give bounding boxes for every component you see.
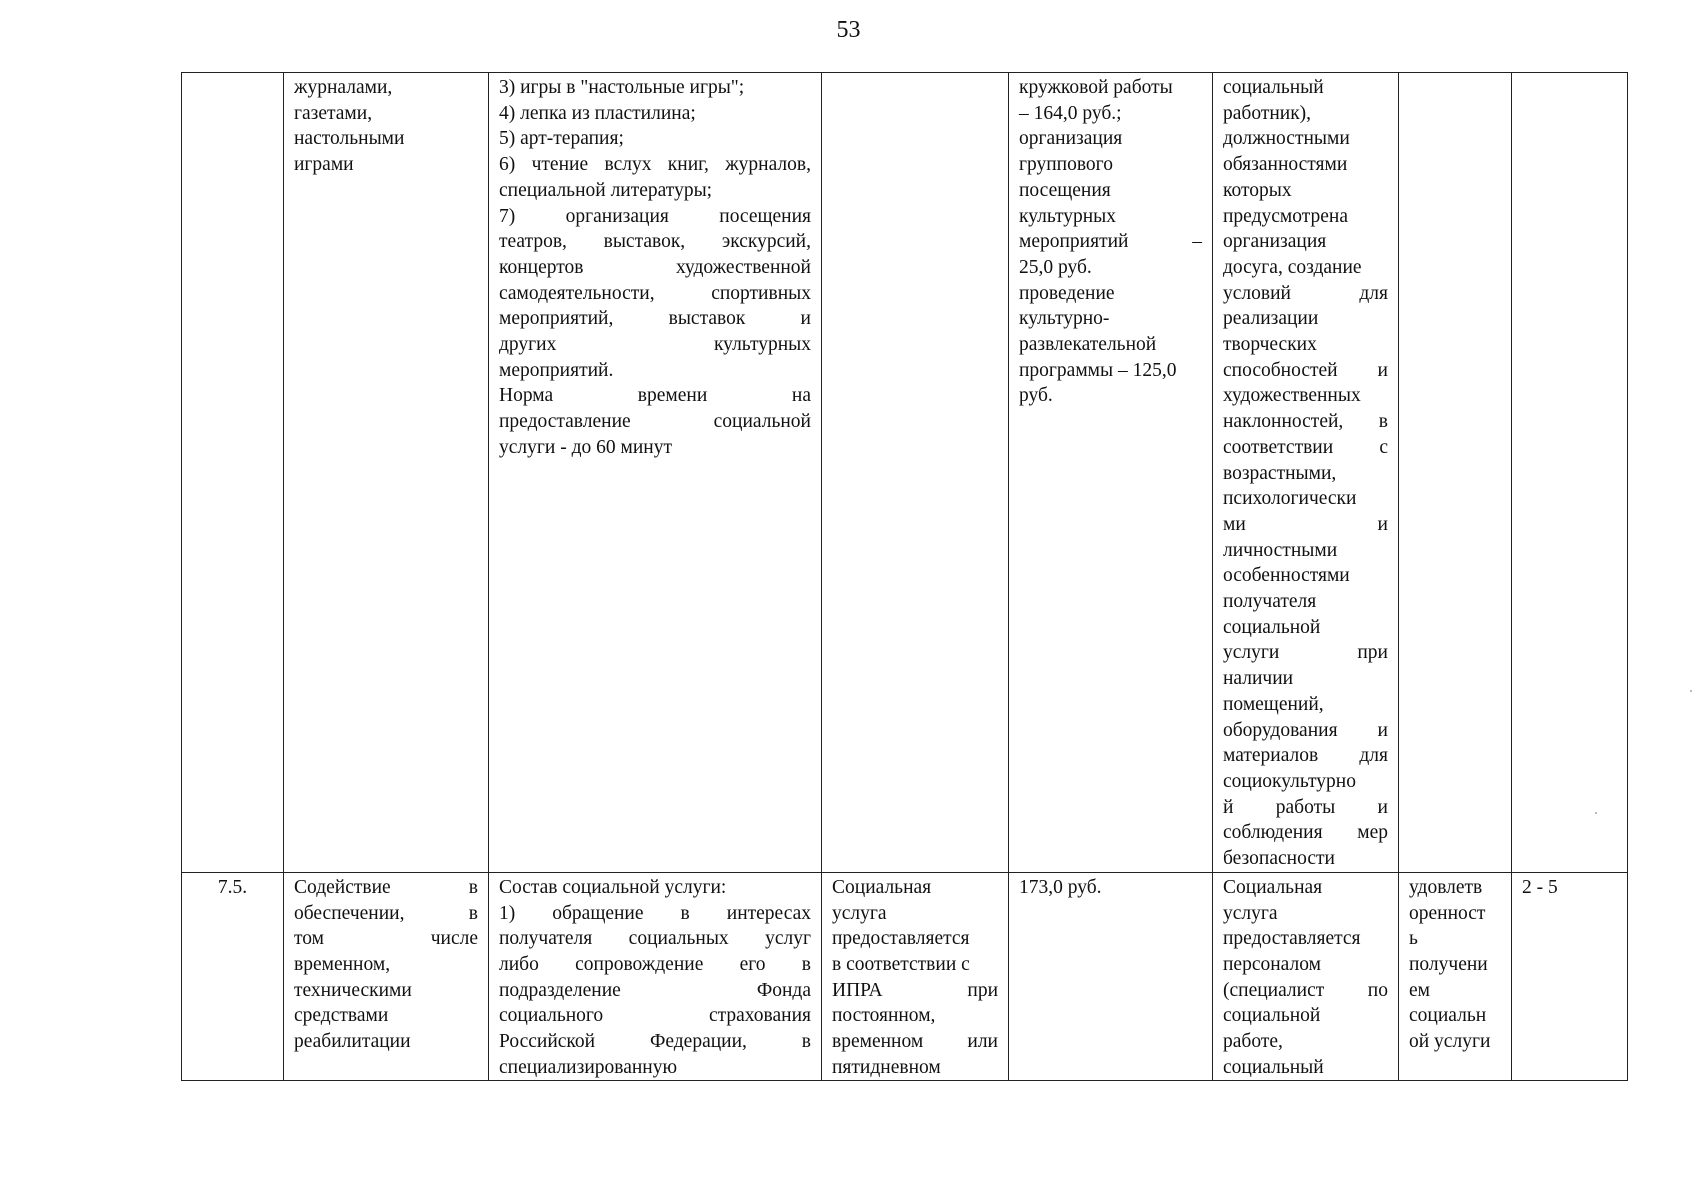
cell-service-content xyxy=(489,73,822,873)
cell-text-line: группового xyxy=(1019,154,1113,176)
cell-text-line: условий для xyxy=(1223,282,1388,304)
cell-text-line: безопасности xyxy=(1223,848,1335,870)
cell-text-line: театров, выставок, экскурсий, xyxy=(499,231,811,253)
cell-text-line: развлекательной xyxy=(1019,334,1157,356)
cell-text-line: культурно- xyxy=(1019,308,1110,330)
cell-conditions xyxy=(1213,872,1399,1081)
cell-text-line: специальной литературы; xyxy=(499,179,713,201)
cell-text-line: предусмотрена xyxy=(1223,205,1348,227)
cell-text-line: 7) организация посещения xyxy=(499,205,811,227)
cell-text-line: наклонностей, в xyxy=(1223,411,1388,433)
cell-text-line: Российской Федерации, в xyxy=(499,1031,811,1053)
cell-evaluation xyxy=(1512,73,1628,873)
cell-text-line: либо сопровождение его в xyxy=(499,953,811,975)
cell-text-line: культурных xyxy=(1019,205,1117,227)
scan-speck xyxy=(1595,812,1597,814)
cell-text-line: Содействие в xyxy=(294,876,478,898)
cell-text-line: постоянном, xyxy=(832,1005,936,1027)
cell-number: 7.5. xyxy=(182,872,284,1081)
cell-text-line: Социальная xyxy=(832,876,932,898)
cell-conditions xyxy=(1213,73,1399,873)
cell-service-name xyxy=(284,872,489,1081)
cell-text-line: социокультурно xyxy=(1223,770,1356,792)
cell-text-line: временном, xyxy=(294,953,391,975)
cell-quality xyxy=(1399,73,1512,873)
cell-text-line: личностными xyxy=(1223,539,1338,561)
cell-text-line: временном или xyxy=(832,1031,998,1053)
cell-text-line: персоналом xyxy=(1223,953,1321,975)
cell-tariff xyxy=(1009,73,1213,873)
cell-text-line: в соответствии с xyxy=(832,953,970,975)
cell-text-line: 173,0 руб. xyxy=(1019,876,1102,898)
cell-text-line: мероприятий, выставок и xyxy=(499,308,811,330)
cell-text-line: ь xyxy=(1409,928,1418,950)
cell-text-line: журналами, xyxy=(294,77,393,98)
cell-text-line: социальный xyxy=(1223,1056,1324,1078)
cell-evaluation xyxy=(1512,872,1628,1081)
cell-text-line: должностными xyxy=(1223,128,1350,150)
cell-text-line: руб. xyxy=(1019,385,1053,407)
cell-text-line: программы – 125,0 xyxy=(1019,359,1177,381)
cell-text-line: предоставление социальной xyxy=(499,411,811,433)
cell-text-line: услуга xyxy=(832,902,887,924)
table-row-continued xyxy=(182,73,1628,873)
cell-text-line: социальной xyxy=(1223,1005,1321,1027)
cell-tariff xyxy=(1009,872,1213,1081)
cell-text-line: социальн xyxy=(1409,1005,1487,1027)
cell-text-line: (специалист по xyxy=(1223,979,1388,1001)
cell-text-line: обеспечении, в xyxy=(294,902,478,924)
cell-text-line: досуга, создание xyxy=(1223,256,1362,278)
cell-text-line: ой услуги xyxy=(1409,1031,1491,1053)
cell-text-line: получателя социальных услуг xyxy=(499,928,811,950)
cell-text-line: специализированную xyxy=(499,1056,678,1078)
cell-text-line: художественных xyxy=(1223,385,1361,407)
cell-text-line: социальный xyxy=(1223,77,1324,98)
cell-text-line: газетами, xyxy=(294,102,373,124)
cell-text-line: которых xyxy=(1223,179,1292,201)
cell-text-line: ем xyxy=(1409,979,1430,1001)
cell-text-line: предоставляется xyxy=(832,928,970,950)
cell-text-line: удовлетв xyxy=(1409,876,1483,898)
cell-text-line: особенностями xyxy=(1223,565,1350,587)
page-number: 53 xyxy=(836,17,861,43)
cell-text-line: 5) арт-терапия; xyxy=(499,128,624,150)
cell-text-line: 4) лепка из пластилина; xyxy=(499,102,696,124)
cell-text-line: настольными xyxy=(294,128,405,150)
cell-text-line: пятидневном xyxy=(832,1056,941,1078)
cell-text-line: предоставляется xyxy=(1223,928,1361,950)
cell-text-line: 1) обращение в интересах xyxy=(499,902,811,924)
cell-text-line: соблюдения мер xyxy=(1223,822,1388,844)
cell-text-line: й работы и xyxy=(1223,796,1388,818)
cell-text-line: Социальная xyxy=(1223,876,1323,898)
cell-text-line: средствами xyxy=(294,1005,389,1027)
cell-number xyxy=(182,73,284,873)
cell-text-line: проведение xyxy=(1019,282,1115,304)
cell-text-line: услуга xyxy=(1223,902,1278,924)
cell-text-line: социальной xyxy=(1223,616,1321,638)
cell-text-line: работе, xyxy=(1223,1031,1283,1053)
table-row-7-5 xyxy=(182,872,1628,1081)
services-table xyxy=(181,72,1628,1081)
cell-text-line: 25,0 руб. xyxy=(1019,256,1092,278)
cell-text-line: мероприятий – xyxy=(1019,231,1202,253)
cell-text-line: получени xyxy=(1409,953,1488,975)
cell-text-line: том числе xyxy=(294,928,478,950)
cell-text-line: психологически xyxy=(1223,488,1357,510)
cell-text-line: ми и xyxy=(1223,513,1388,535)
cell-text-line: мероприятий. xyxy=(499,359,614,381)
cell-text-line: кружковой работы xyxy=(1019,77,1173,98)
cell-text-line: соответствии с xyxy=(1223,436,1388,458)
cell-text-line: Норма времени на xyxy=(499,385,811,407)
cell-text-line: реализации xyxy=(1223,308,1319,330)
cell-text-line: организация xyxy=(1019,128,1123,150)
cell-text-line: 3) игры в "настольные игры"; xyxy=(499,77,745,98)
cell-text-line: – 164,0 руб.; xyxy=(1019,102,1122,124)
cell-text-line: материалов для xyxy=(1223,745,1388,767)
cell-text-line: социального страхования xyxy=(499,1005,811,1027)
cell-text-line: возрастными, xyxy=(1223,462,1337,484)
cell-quality xyxy=(1399,872,1512,1081)
cell-text-line: способностей и xyxy=(1223,359,1388,381)
scan-speck xyxy=(1690,690,1692,692)
cell-text-line: концертов художественной xyxy=(499,256,811,278)
cell-text-line: творческих xyxy=(1223,334,1317,356)
cell-text-line: оборудования и xyxy=(1223,719,1388,741)
cell-text-line: наличии xyxy=(1223,668,1294,690)
cell-text-line: посещения xyxy=(1019,179,1111,201)
cell-text-line: ИПРА при xyxy=(832,979,998,1001)
cell-text-line: самодеятельности, спортивных xyxy=(499,282,811,304)
cell-service-content xyxy=(489,872,822,1081)
cell-periodicity xyxy=(822,872,1009,1081)
cell-text-line: техническими xyxy=(294,979,412,1001)
cell-text-line: 2 - 5 xyxy=(1522,876,1558,898)
cell-text-line: других культурных xyxy=(499,334,811,356)
cell-text-line: услуги при xyxy=(1223,642,1388,664)
cell-text-line: Состав социальной услуги: xyxy=(499,876,727,898)
cell-text-line: обязанностями xyxy=(1223,154,1348,176)
cell-periodicity xyxy=(822,73,1009,873)
cell-text-line: организация xyxy=(1223,231,1327,253)
cell-text-line: работник), xyxy=(1223,102,1312,124)
cell-service-name xyxy=(284,73,489,873)
cell-text-line: играми xyxy=(294,154,354,176)
cell-text-line: услуги - до 60 минут xyxy=(499,436,672,458)
cell-text-line: получателя xyxy=(1223,591,1317,613)
cell-text-line: оренност xyxy=(1409,902,1486,924)
cell-text-line: реабилитации xyxy=(294,1031,411,1053)
cell-text-line: подразделение Фонда xyxy=(499,979,811,1001)
cell-text-line: 6) чтение вслух книг, журналов, xyxy=(499,154,811,176)
cell-text-line: помещений, xyxy=(1223,693,1324,715)
